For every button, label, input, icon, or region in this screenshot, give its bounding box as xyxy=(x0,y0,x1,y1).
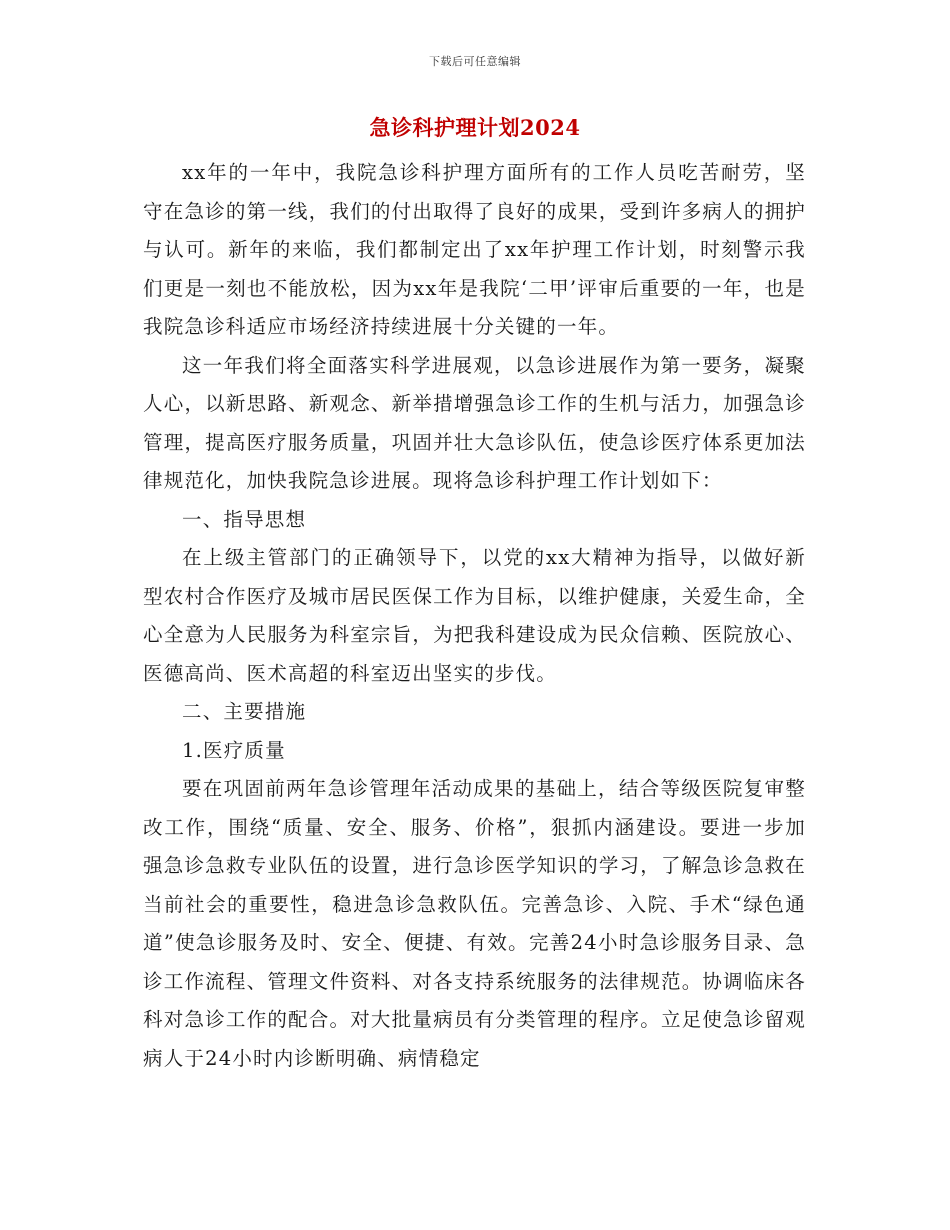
paragraph-medical-quality: 要在巩固前两年急诊管理年活动成果的基础上，结合等级医院复审整改工作，围绕“质量、安全、服务、价格”，狠抓内涵建设。要进一步加强急诊急救专业队伍的设置，进行急诊医学知识的学习，了解急诊急救在当前社会的重要性，稳进急诊急救队伍。完善急诊、入院、手术“绿色通道”使急诊服务及时、安全、便捷、有效。完善24小时急诊服务目录、急诊工作流程、管理文件资料、对各支持系统服务的法律规范。协调临床各科对急诊工作的配合。对大批量病员有分类管理的程序。立足使急诊留观病人于24小时内诊断明确、病情稳定 xyxy=(143,777,806,1070)
paragraph-intro: xx年的一年中，我院急诊科护理方面所有的工作人员吃苦耐劳，坚守在急诊的第一线，我们的付出取得了良好的成果，受到许多病人的拥护与认可。新年的来临，我们都制定出了xx年护理工作计划，时刻警示我们更是一刻也不能放松，因为xx年是我院‘二甲’评审后重要的一年，也是我院急诊科适应市场经济持续进展十分关键的一年。 xyxy=(143,161,806,338)
section-heading-guiding-ideology: 一、指导思想 xyxy=(182,507,307,531)
paragraph-overview: 这一年我们将全面落实科学进展观，以急诊进展作为第一要务，凝聚人心，以新思路、新观念、新举措增强急诊工作的生机与活力，加强急诊管理，提高医疗服务质量，巩固并壮大急诊队伍，使急诊医疗体系更加法律规范化，加快我院急诊进展。现将急诊科护理工作计划如下： xyxy=(143,353,806,492)
subsection-heading-medical-quality: 1.医疗质量 xyxy=(182,738,286,762)
paragraph-guiding-ideology: 在上级主管部门的正确领导下，以党的xx大精神为指导，以做好新型农村合作医疗及城市居民医保工作为目标，以维护健康，关爱生命，全心全意为人民服务为科室宗旨，为把我科建设成为民众信赖、医院放心、医德高尚、医术高超的科室迈出坚实的步伐。 xyxy=(143,546,806,685)
document-title: 急诊科护理计划2024 xyxy=(369,115,581,140)
section-heading-main-measures: 二、主要措施 xyxy=(182,700,307,723)
header-note: 下载后可任意编辑 xyxy=(429,55,521,68)
document-body xyxy=(143,154,806,1078)
